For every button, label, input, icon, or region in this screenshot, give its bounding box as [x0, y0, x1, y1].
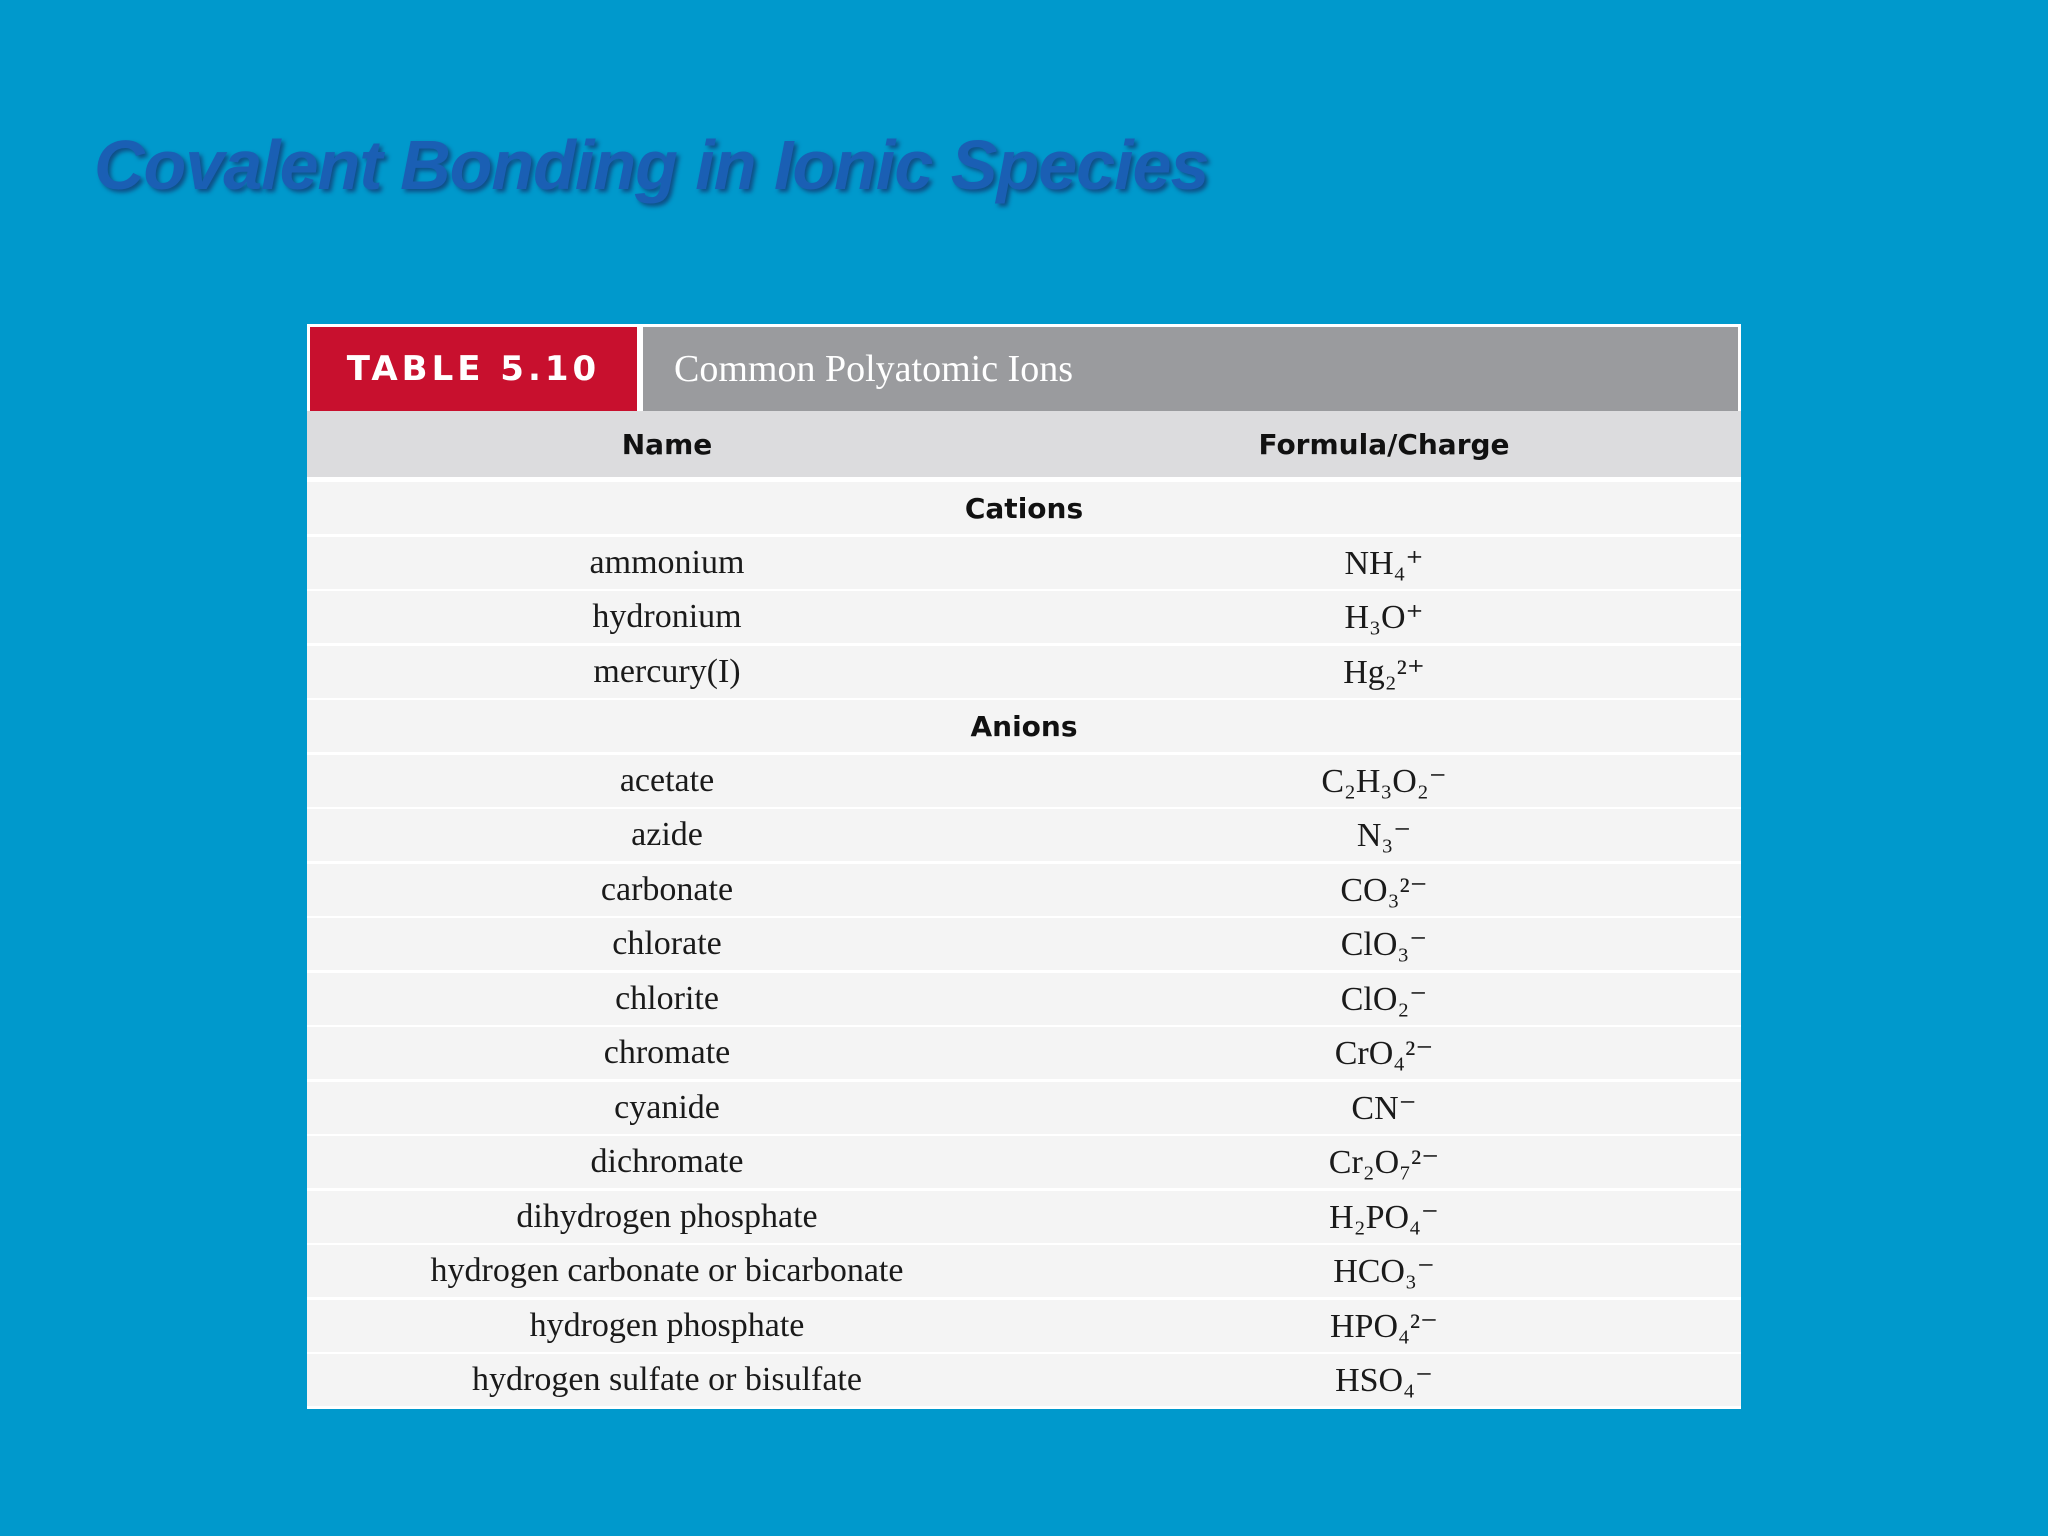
table-row [307, 1136, 1741, 1188]
ion-name-cell: acetate [619, 761, 715, 799]
table-row [307, 591, 1741, 643]
ion-name-cell: azide [631, 816, 703, 853]
table-row [307, 1191, 1741, 1243]
table-row [307, 809, 1741, 861]
table-caption-bar [310, 327, 1738, 411]
table-row [307, 973, 1741, 1025]
ion-formula-cell: N₃⁻ [1356, 817, 1412, 854]
table-body [307, 482, 1741, 1409]
ion-name-cell: chlorite [615, 979, 719, 1017]
ion-name-cell: hydrogen carbonate or bicarbonate [430, 1252, 904, 1289]
ion-formula-cell: CrO₄²⁻ [1334, 1035, 1434, 1072]
section-label-anions: Anions [970, 709, 1078, 743]
section-row-anions [307, 700, 1741, 752]
table-row [307, 1082, 1741, 1134]
ion-formula-cell: Cr₂O₇²⁻ [1328, 1144, 1440, 1181]
ion-name-cell: dichromate [590, 1143, 744, 1180]
table-row [307, 755, 1741, 807]
ion-name-cell: ammonium [589, 543, 745, 581]
ion-name-cell: carbonate [600, 870, 734, 908]
slide-title: Covalent Bonding in Ionic Species [94, 126, 1209, 204]
section-row-cations [307, 482, 1741, 534]
ion-name-cell: dihydrogen phosphate [516, 1197, 818, 1235]
ion-formula-cell: HPO₄²⁻ [1329, 1307, 1438, 1345]
ion-name-cell: cyanide [614, 1088, 720, 1126]
ion-name-cell: hydrogen phosphate [529, 1306, 805, 1344]
ion-formula-cell: H₂PO₄⁻ [1329, 1198, 1439, 1236]
ion-formula-cell: H₃O⁺ [1344, 599, 1424, 636]
ion-formula-cell: Hg₂²⁺ [1343, 653, 1425, 691]
ion-formula-cell: NH₄⁺ [1344, 544, 1424, 582]
table-row [307, 1354, 1741, 1406]
table-row [307, 1300, 1741, 1352]
ion-formula-cell: HSO₄⁻ [1335, 1362, 1433, 1399]
column-header-name: Name [621, 427, 713, 461]
ion-name-cell: chlorate [612, 925, 722, 962]
polyatomic-ions-table [307, 324, 1741, 1409]
table-row [307, 1245, 1741, 1297]
table-caption: Common Polyatomic Ions [674, 348, 1073, 390]
ion-formula-cell: ClO₃⁻ [1340, 926, 1428, 963]
table-row [307, 864, 1741, 916]
table-row [307, 918, 1741, 970]
ion-formula-cell: CO₃²⁻ [1340, 871, 1428, 909]
ion-name-cell: mercury(I) [593, 652, 741, 690]
table-number-label: TABLE 5.10 [310, 327, 643, 411]
ion-formula-cell: C₂H₃O₂⁻ [1321, 762, 1447, 800]
ion-name-cell: hydrogen sulfate or bisulfate [472, 1361, 862, 1398]
ion-name-cell: chromate [603, 1034, 731, 1071]
ion-formula-cell: ClO₂⁻ [1340, 980, 1428, 1018]
ion-name-cell: hydronium [592, 598, 742, 635]
table-row [307, 537, 1741, 589]
table-row [307, 646, 1741, 698]
table-row [307, 1027, 1741, 1079]
ion-formula-cell: HCO₃⁻ [1333, 1253, 1435, 1290]
section-label-cations: Cations [964, 491, 1084, 525]
ion-formula-cell: CN⁻ [1351, 1089, 1417, 1127]
table-header-row [307, 411, 1741, 477]
column-header-formula: Formula/Charge [1258, 427, 1510, 461]
